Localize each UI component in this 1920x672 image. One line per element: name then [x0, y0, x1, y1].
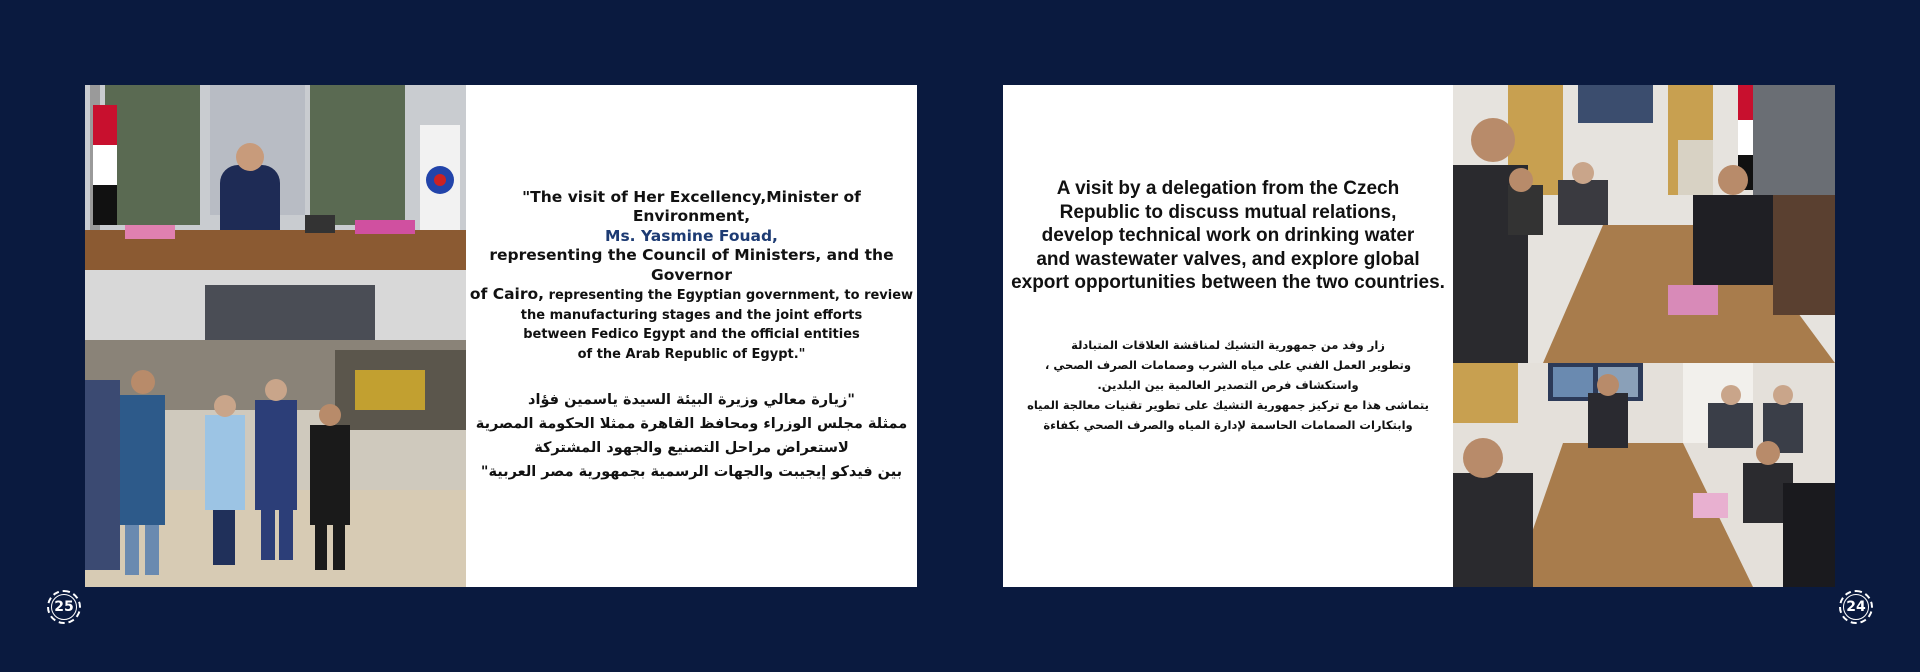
meeting-photo-top: [1453, 85, 1835, 363]
page-number-badge: [1843, 594, 1869, 620]
title-line: and wastewater valves, and explore global: [1036, 248, 1420, 270]
page-number-badge: [51, 594, 77, 620]
minister-name: Ms. Yasmine Fouad,: [605, 226, 778, 245]
caption-line: of Cairo,: [469, 285, 545, 304]
office-photo: [85, 85, 466, 340]
left-text-block: [466, 85, 917, 587]
meeting-photo-bottom: [1453, 363, 1835, 587]
arabic-line: بين فيدكو إيجيبت والجهات الرسمية بجمهورية مصر العربية": [480, 464, 903, 481]
page-number-text: 25: [54, 599, 74, 615]
visit-title: [1011, 177, 1445, 295]
title-line: A visit by a delegation from the Czech: [1056, 178, 1400, 200]
arabic-line: وتطوير العمل الفني على مياه الشرب وصمامات الصرف الصحي ،: [1044, 357, 1412, 372]
page-number-right: [1839, 590, 1873, 624]
arabic-line: وابتكارات الصمامات الحاسمة لإدارة المياه والصرف الصحي بكفاءة: [1043, 417, 1413, 432]
title-line: develop technical work on drinking water: [1041, 225, 1415, 247]
arabic-line: واستكشاف فرص التصدير العالمية بين البلدين.: [1097, 377, 1359, 392]
right-page: [1003, 85, 1835, 587]
arabic-line: يتماشى هذا مع تركيز جمهورية التشيك على تطوير تقنيات معالجة المياه: [1027, 397, 1429, 412]
caption-line: representing the Council of Ministers, and the Governor: [489, 246, 894, 284]
caption-line: the manufacturing stages and the joint efforts: [520, 307, 863, 323]
right-text-block: [1003, 85, 1453, 587]
arabic-line: لاستعراض مراحل التصنيع والجهود المشتركة: [534, 440, 849, 457]
english-caption: [466, 188, 917, 365]
caption-line: of the Arab Republic of Egypt.": [577, 346, 806, 362]
caption-line: between Fedico Egypt and the official entities: [523, 327, 860, 343]
left-page: [85, 85, 917, 587]
caption-line: representing the Egyptian government, to review: [544, 288, 914, 304]
arabic-description: [1027, 335, 1429, 435]
title-line: export opportunities between the two countries.: [1011, 272, 1445, 294]
caption-line: "The visit of Her Excellency,Minister of Environment,: [522, 187, 861, 226]
arabic-line: زار وفد من جمهورية التشيك لمناقشة العلاقات المتبادلة: [1071, 337, 1385, 352]
arabic-caption: [476, 388, 907, 484]
title-line: Republic to discuss mutual relations,: [1059, 201, 1397, 223]
arabic-line: ممثلة مجلس الوزراء ومحافظ القاهرة ممثلا الحكومة المصرية: [475, 416, 908, 433]
arabic-line: "زيارة معالي وزيرة البيئة السيدة ياسمين فؤاد: [528, 392, 855, 409]
page-number-text: 24: [1846, 599, 1866, 615]
page-number-left: [47, 590, 81, 624]
site-visit-photo: [85, 340, 466, 587]
